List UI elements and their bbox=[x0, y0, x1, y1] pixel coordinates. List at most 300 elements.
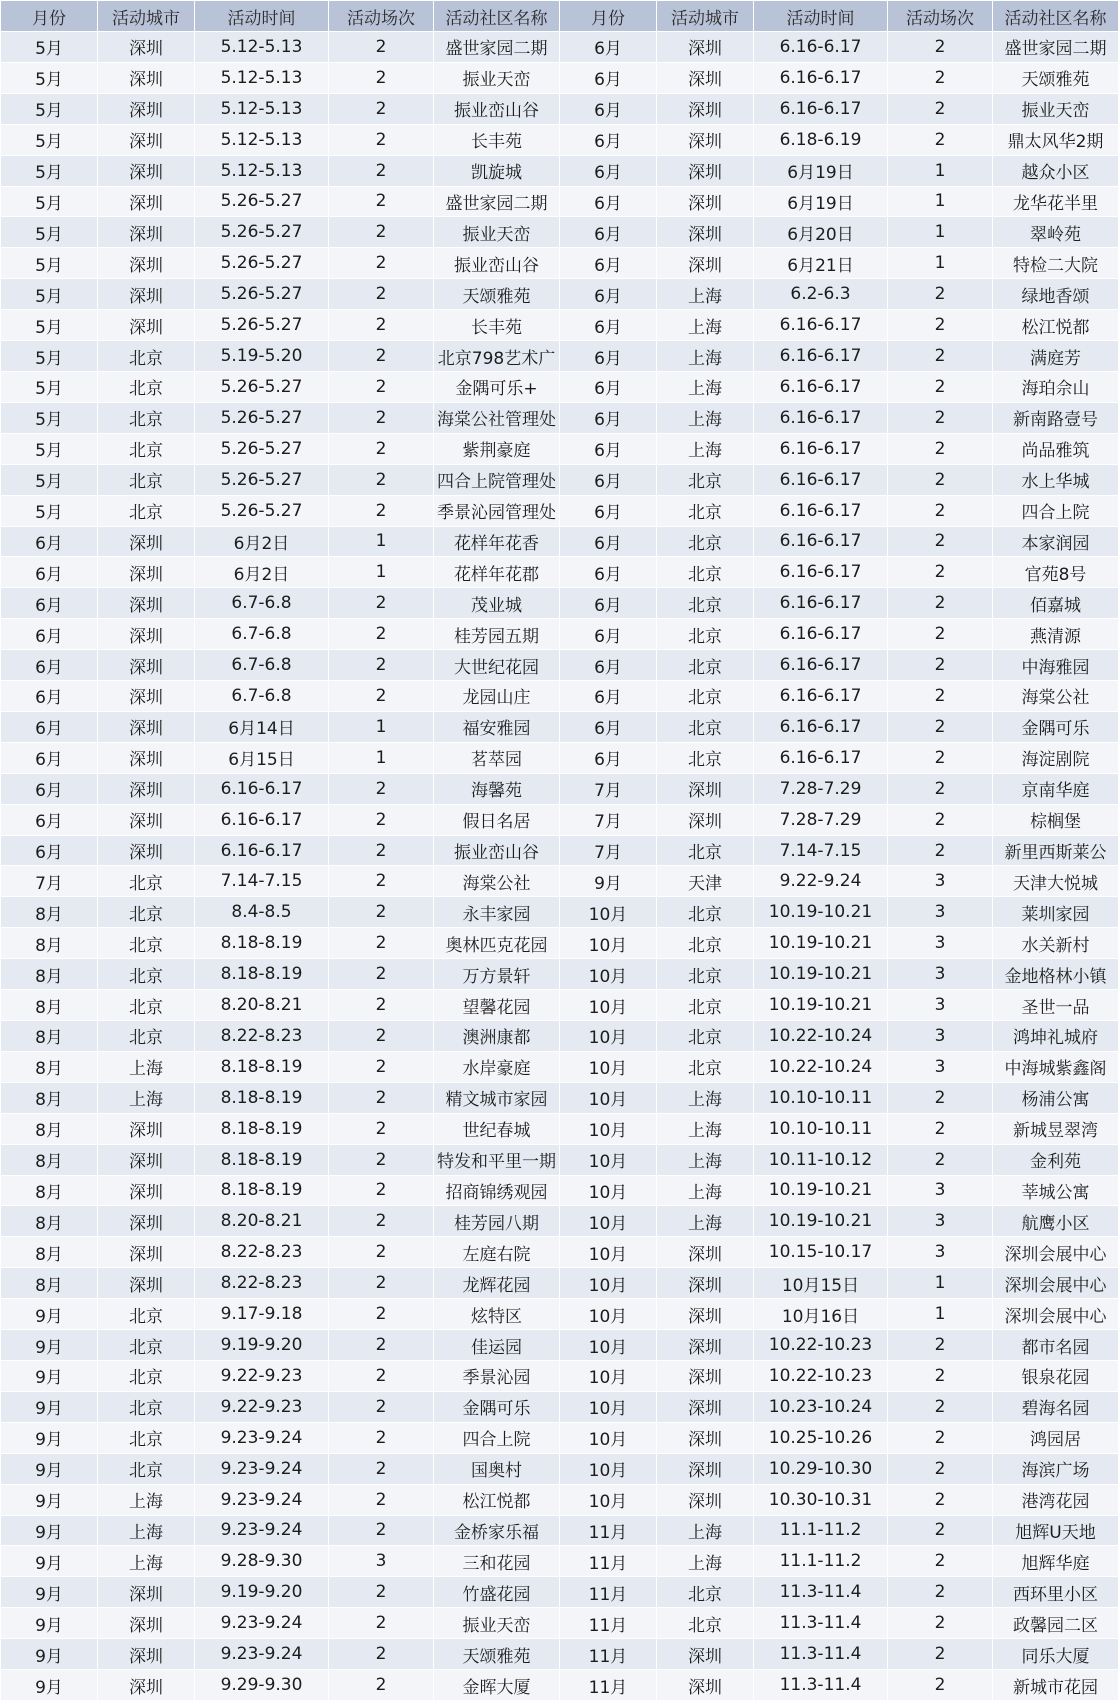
cell-community: 福安雅园 bbox=[434, 711, 560, 742]
cell-city-2: 北京 bbox=[657, 526, 754, 557]
cell-sessions-2: 1 bbox=[888, 186, 993, 217]
cell-month-2: 7月 bbox=[560, 773, 657, 804]
cell-time-2: 10.10-10.11 bbox=[754, 1113, 888, 1144]
cell-sessions: 2 bbox=[329, 1082, 434, 1113]
cell-sessions-2: 2 bbox=[888, 650, 993, 681]
cell-month: 5月 bbox=[1, 433, 98, 464]
cell-sessions-2: 2 bbox=[888, 341, 993, 372]
cell-city: 深圳 bbox=[98, 155, 195, 186]
table-row bbox=[1, 804, 1119, 835]
cell-time: 9.22-9.23 bbox=[195, 1391, 329, 1422]
table-row bbox=[1, 1515, 1119, 1546]
cell-sessions: 2 bbox=[329, 866, 434, 897]
cell-community: 国奥村 bbox=[434, 1453, 560, 1484]
cell-time-2: 10.22-10.23 bbox=[754, 1330, 888, 1361]
cell-city-2: 上海 bbox=[657, 402, 754, 433]
cell-month: 9月 bbox=[1, 1484, 98, 1515]
cell-city-2: 上海 bbox=[657, 310, 754, 341]
cell-time-2: 10.19-10.21 bbox=[754, 990, 888, 1021]
cell-community: 大世纪花园 bbox=[434, 650, 560, 681]
cell-time: 5.12-5.13 bbox=[195, 93, 329, 124]
cell-sessions-2: 2 bbox=[888, 32, 993, 63]
cell-community-2: 水上华城 bbox=[993, 464, 1119, 495]
cell-city: 北京 bbox=[98, 371, 195, 402]
cell-time: 5.12-5.13 bbox=[195, 32, 329, 63]
cell-city: 北京 bbox=[98, 1021, 195, 1052]
cell-community-2: 莘城公寓 bbox=[993, 1175, 1119, 1206]
cell-time-2: 7.28-7.29 bbox=[754, 773, 888, 804]
cell-time: 5.12-5.13 bbox=[195, 124, 329, 155]
cell-month-2: 6月 bbox=[560, 557, 657, 588]
cell-community: 花样年花香 bbox=[434, 526, 560, 557]
cell-community: 金隅可乐+ bbox=[434, 371, 560, 402]
cell-month-2: 11月 bbox=[560, 1577, 657, 1608]
cell-sessions: 2 bbox=[329, 959, 434, 990]
cell-month: 8月 bbox=[1, 990, 98, 1021]
cell-sessions-2: 2 bbox=[888, 773, 993, 804]
cell-sessions-2: 2 bbox=[888, 619, 993, 650]
cell-city-2: 深圳 bbox=[657, 124, 754, 155]
cell-city-2: 深圳 bbox=[657, 1422, 754, 1453]
cell-community: 金桥家乐福 bbox=[434, 1515, 560, 1546]
cell-city: 北京 bbox=[98, 959, 195, 990]
cell-month-2: 6月 bbox=[560, 742, 657, 773]
table-row bbox=[1, 371, 1119, 402]
cell-month: 9月 bbox=[1, 1515, 98, 1546]
cell-sessions: 2 bbox=[329, 1608, 434, 1639]
cell-community-2: 新南路壹号 bbox=[993, 402, 1119, 433]
cell-time: 5.26-5.27 bbox=[195, 248, 329, 279]
cell-community-2: 京南华庭 bbox=[993, 773, 1119, 804]
cell-month-2: 10月 bbox=[560, 1484, 657, 1515]
cell-time-2: 10.22-10.23 bbox=[754, 1360, 888, 1391]
cell-month-2: 6月 bbox=[560, 681, 657, 712]
cell-month: 6月 bbox=[1, 650, 98, 681]
cell-sessions: 2 bbox=[329, 310, 434, 341]
cell-time-2: 6月19日 bbox=[754, 155, 888, 186]
table-row bbox=[1, 1299, 1119, 1330]
cell-month: 8月 bbox=[1, 1021, 98, 1052]
header-city: 活动城市 bbox=[98, 1, 195, 32]
cell-community: 澳洲康都 bbox=[434, 1021, 560, 1052]
table-row bbox=[1, 1546, 1119, 1577]
cell-city: 深圳 bbox=[98, 310, 195, 341]
header-month: 月份 bbox=[1, 1, 98, 32]
cell-time: 8.22-8.23 bbox=[195, 1268, 329, 1299]
cell-sessions-2: 3 bbox=[888, 897, 993, 928]
cell-city-2: 深圳 bbox=[657, 1670, 754, 1701]
header-community: 活动社区名称 bbox=[434, 1, 560, 32]
cell-time-2: 11.3-11.4 bbox=[754, 1670, 888, 1701]
cell-community-2: 鼎太风华2期 bbox=[993, 124, 1119, 155]
header-row bbox=[1, 1, 1119, 32]
cell-time: 6.16-6.17 bbox=[195, 835, 329, 866]
cell-time: 6.7-6.8 bbox=[195, 650, 329, 681]
cell-city-2: 深圳 bbox=[657, 1299, 754, 1330]
cell-time: 5.26-5.27 bbox=[195, 217, 329, 248]
table-row bbox=[1, 32, 1119, 63]
cell-city-2: 深圳 bbox=[657, 1268, 754, 1299]
table-row bbox=[1, 1021, 1119, 1052]
cell-city-2: 北京 bbox=[657, 1021, 754, 1052]
cell-month-2: 10月 bbox=[560, 1422, 657, 1453]
cell-time-2: 10.19-10.21 bbox=[754, 897, 888, 928]
cell-city: 上海 bbox=[98, 1051, 195, 1082]
table-row bbox=[1, 1237, 1119, 1268]
cell-sessions: 2 bbox=[329, 279, 434, 310]
header-city-2: 活动城市 bbox=[657, 1, 754, 32]
cell-city-2: 北京 bbox=[657, 650, 754, 681]
cell-sessions: 2 bbox=[329, 402, 434, 433]
cell-city-2: 北京 bbox=[657, 495, 754, 526]
cell-time: 6.7-6.8 bbox=[195, 619, 329, 650]
cell-sessions-2: 2 bbox=[888, 62, 993, 93]
cell-sessions-2: 2 bbox=[888, 1515, 993, 1546]
cell-month: 5月 bbox=[1, 186, 98, 217]
cell-community: 振业峦山谷 bbox=[434, 248, 560, 279]
cell-sessions: 2 bbox=[329, 495, 434, 526]
cell-city: 深圳 bbox=[98, 1113, 195, 1144]
cell-city-2: 深圳 bbox=[657, 1360, 754, 1391]
cell-month-2: 10月 bbox=[560, 1391, 657, 1422]
cell-time: 5.26-5.27 bbox=[195, 433, 329, 464]
cell-community: 佳运园 bbox=[434, 1330, 560, 1361]
cell-community: 振业峦山谷 bbox=[434, 93, 560, 124]
cell-month-2: 6月 bbox=[560, 619, 657, 650]
cell-community: 金晖大厦 bbox=[434, 1670, 560, 1701]
cell-city: 上海 bbox=[98, 1546, 195, 1577]
cell-month: 9月 bbox=[1, 1453, 98, 1484]
cell-month-2: 11月 bbox=[560, 1608, 657, 1639]
table-row bbox=[1, 650, 1119, 681]
cell-city-2: 上海 bbox=[657, 1144, 754, 1175]
cell-month: 6月 bbox=[1, 835, 98, 866]
cell-month-2: 6月 bbox=[560, 650, 657, 681]
table-row bbox=[1, 557, 1119, 588]
cell-time-2: 10.22-10.24 bbox=[754, 1051, 888, 1082]
cell-city-2: 天津 bbox=[657, 866, 754, 897]
cell-sessions-2: 2 bbox=[888, 681, 993, 712]
cell-sessions-2: 1 bbox=[888, 1299, 993, 1330]
cell-time: 8.18-8.19 bbox=[195, 1144, 329, 1175]
cell-sessions: 2 bbox=[329, 1237, 434, 1268]
cell-sessions: 2 bbox=[329, 32, 434, 63]
cell-city-2: 深圳 bbox=[657, 186, 754, 217]
cell-sessions-2: 2 bbox=[888, 464, 993, 495]
cell-community-2: 佰嘉城 bbox=[993, 588, 1119, 619]
cell-month-2: 10月 bbox=[560, 1330, 657, 1361]
cell-city: 深圳 bbox=[98, 186, 195, 217]
cell-month-2: 10月 bbox=[560, 1237, 657, 1268]
cell-community: 特发和平里一期 bbox=[434, 1144, 560, 1175]
cell-time: 9.23-9.24 bbox=[195, 1484, 329, 1515]
cell-sessions-2: 3 bbox=[888, 1175, 993, 1206]
cell-city: 深圳 bbox=[98, 279, 195, 310]
cell-time: 5.26-5.27 bbox=[195, 495, 329, 526]
cell-time-2: 6.18-6.19 bbox=[754, 124, 888, 155]
cell-time-2: 10.23-10.24 bbox=[754, 1391, 888, 1422]
cell-time: 9.23-9.24 bbox=[195, 1639, 329, 1670]
cell-sessions-2: 2 bbox=[888, 310, 993, 341]
cell-time-2: 6.16-6.17 bbox=[754, 742, 888, 773]
table-row bbox=[1, 186, 1119, 217]
cell-community-2: 金地格林小镇 bbox=[993, 959, 1119, 990]
cell-community: 盛世家园二期 bbox=[434, 32, 560, 63]
table-row bbox=[1, 928, 1119, 959]
cell-time-2: 6.16-6.17 bbox=[754, 93, 888, 124]
cell-month: 9月 bbox=[1, 1422, 98, 1453]
cell-community-2: 杨浦公寓 bbox=[993, 1082, 1119, 1113]
cell-time: 9.29-9.30 bbox=[195, 1670, 329, 1701]
cell-month: 5月 bbox=[1, 62, 98, 93]
cell-time: 8.22-8.23 bbox=[195, 1237, 329, 1268]
cell-city-2: 深圳 bbox=[657, 804, 754, 835]
cell-month: 6月 bbox=[1, 804, 98, 835]
cell-community-2: 深圳会展中心 bbox=[993, 1299, 1119, 1330]
cell-time: 9.23-9.24 bbox=[195, 1608, 329, 1639]
cell-month-2: 10月 bbox=[560, 1299, 657, 1330]
cell-sessions: 2 bbox=[329, 1113, 434, 1144]
cell-community: 振业天峦 bbox=[434, 1608, 560, 1639]
cell-sessions-2: 2 bbox=[888, 1639, 993, 1670]
table-row bbox=[1, 217, 1119, 248]
cell-city: 北京 bbox=[98, 1453, 195, 1484]
cell-sessions: 2 bbox=[329, 1422, 434, 1453]
cell-month: 6月 bbox=[1, 681, 98, 712]
cell-month-2: 6月 bbox=[560, 526, 657, 557]
cell-sessions: 2 bbox=[329, 1268, 434, 1299]
cell-month: 9月 bbox=[1, 1299, 98, 1330]
cell-community: 花样年花郡 bbox=[434, 557, 560, 588]
cell-sessions: 2 bbox=[329, 433, 434, 464]
cell-sessions-2: 3 bbox=[888, 1237, 993, 1268]
cell-city: 北京 bbox=[98, 1360, 195, 1391]
cell-city: 深圳 bbox=[98, 773, 195, 804]
cell-time-2: 6.16-6.17 bbox=[754, 402, 888, 433]
cell-community: 桂芳园五期 bbox=[434, 619, 560, 650]
cell-month-2: 6月 bbox=[560, 217, 657, 248]
cell-time: 5.26-5.27 bbox=[195, 279, 329, 310]
table-row bbox=[1, 1422, 1119, 1453]
cell-community-2: 水关新村 bbox=[993, 928, 1119, 959]
cell-month: 5月 bbox=[1, 124, 98, 155]
cell-community: 天颂雅苑 bbox=[434, 279, 560, 310]
cell-community: 振业峦山谷 bbox=[434, 835, 560, 866]
cell-community-2: 深圳会展中心 bbox=[993, 1268, 1119, 1299]
cell-month-2: 6月 bbox=[560, 155, 657, 186]
cell-community-2: 盛世家园二期 bbox=[993, 32, 1119, 63]
cell-sessions: 2 bbox=[329, 1360, 434, 1391]
cell-city-2: 深圳 bbox=[657, 62, 754, 93]
cell-sessions: 1 bbox=[329, 742, 434, 773]
cell-month-2: 7月 bbox=[560, 835, 657, 866]
cell-city-2: 深圳 bbox=[657, 248, 754, 279]
cell-time-2: 7.28-7.29 bbox=[754, 804, 888, 835]
cell-community: 海棠公社 bbox=[434, 866, 560, 897]
table-row bbox=[1, 1268, 1119, 1299]
cell-community: 北京798艺术广 bbox=[434, 341, 560, 372]
cell-community-2: 中海城紫鑫阁 bbox=[993, 1051, 1119, 1082]
cell-time: 9.19-9.20 bbox=[195, 1577, 329, 1608]
cell-sessions: 2 bbox=[329, 681, 434, 712]
cell-month: 6月 bbox=[1, 526, 98, 557]
cell-sessions-2: 2 bbox=[888, 742, 993, 773]
cell-sessions-2: 2 bbox=[888, 495, 993, 526]
cell-month-2: 6月 bbox=[560, 402, 657, 433]
cell-city: 深圳 bbox=[98, 619, 195, 650]
cell-month: 5月 bbox=[1, 495, 98, 526]
cell-time-2: 6月21日 bbox=[754, 248, 888, 279]
cell-sessions: 2 bbox=[329, 1330, 434, 1361]
cell-community: 假日名居 bbox=[434, 804, 560, 835]
cell-time: 5.26-5.27 bbox=[195, 402, 329, 433]
cell-sessions-2: 2 bbox=[888, 93, 993, 124]
cell-sessions-2: 2 bbox=[888, 1422, 993, 1453]
cell-month-2: 9月 bbox=[560, 866, 657, 897]
cell-month: 8月 bbox=[1, 1113, 98, 1144]
cell-month-2: 10月 bbox=[560, 990, 657, 1021]
cell-city: 深圳 bbox=[98, 1237, 195, 1268]
cell-community: 海棠公社管理处 bbox=[434, 402, 560, 433]
cell-city: 北京 bbox=[98, 990, 195, 1021]
cell-month-2: 6月 bbox=[560, 186, 657, 217]
cell-sessions-2: 2 bbox=[888, 1484, 993, 1515]
cell-sessions-2: 3 bbox=[888, 990, 993, 1021]
cell-city: 北京 bbox=[98, 402, 195, 433]
cell-community-2: 鸿园居 bbox=[993, 1422, 1119, 1453]
cell-city-2: 深圳 bbox=[657, 773, 754, 804]
cell-city-2: 北京 bbox=[657, 990, 754, 1021]
cell-city-2: 上海 bbox=[657, 341, 754, 372]
cell-time-2: 6.16-6.17 bbox=[754, 32, 888, 63]
table-row bbox=[1, 526, 1119, 557]
cell-city-2: 北京 bbox=[657, 1608, 754, 1639]
cell-city: 北京 bbox=[98, 1299, 195, 1330]
header-time: 活动时间 bbox=[195, 1, 329, 32]
cell-community-2: 都市名园 bbox=[993, 1330, 1119, 1361]
cell-community-2: 本家润园 bbox=[993, 526, 1119, 557]
cell-time-2: 6.16-6.17 bbox=[754, 681, 888, 712]
cell-month-2: 11月 bbox=[560, 1515, 657, 1546]
cell-community-2: 尚品雅筑 bbox=[993, 433, 1119, 464]
cell-community: 奥林匹克花园 bbox=[434, 928, 560, 959]
cell-city-2: 北京 bbox=[657, 557, 754, 588]
cell-city-2: 上海 bbox=[657, 1175, 754, 1206]
cell-sessions: 1 bbox=[329, 711, 434, 742]
cell-city: 深圳 bbox=[98, 1144, 195, 1175]
cell-time: 8.18-8.19 bbox=[195, 1113, 329, 1144]
cell-time-2: 6.16-6.17 bbox=[754, 526, 888, 557]
cell-city-2: 上海 bbox=[657, 1206, 754, 1237]
table-row bbox=[1, 959, 1119, 990]
cell-sessions-2: 2 bbox=[888, 1453, 993, 1484]
cell-city-2: 上海 bbox=[657, 1515, 754, 1546]
cell-community-2: 棕榈堡 bbox=[993, 804, 1119, 835]
cell-month: 9月 bbox=[1, 1330, 98, 1361]
cell-community-2: 旭辉U天地 bbox=[993, 1515, 1119, 1546]
cell-sessions-2: 2 bbox=[888, 1577, 993, 1608]
cell-time-2: 10.19-10.21 bbox=[754, 1206, 888, 1237]
cell-city-2: 上海 bbox=[657, 1546, 754, 1577]
cell-city-2: 北京 bbox=[657, 959, 754, 990]
cell-month: 8月 bbox=[1, 928, 98, 959]
cell-sessions: 2 bbox=[329, 1299, 434, 1330]
cell-time-2: 10.30-10.31 bbox=[754, 1484, 888, 1515]
cell-sessions: 2 bbox=[329, 773, 434, 804]
cell-city: 深圳 bbox=[98, 681, 195, 712]
cell-month: 8月 bbox=[1, 1051, 98, 1082]
cell-community: 凯旋城 bbox=[434, 155, 560, 186]
cell-time-2: 6.16-6.17 bbox=[754, 588, 888, 619]
table-row bbox=[1, 681, 1119, 712]
cell-community: 永丰家园 bbox=[434, 897, 560, 928]
cell-month-2: 6月 bbox=[560, 371, 657, 402]
cell-city-2: 深圳 bbox=[657, 1237, 754, 1268]
cell-time-2: 11.3-11.4 bbox=[754, 1639, 888, 1670]
cell-month: 5月 bbox=[1, 310, 98, 341]
cell-city-2: 北京 bbox=[657, 928, 754, 959]
cell-city: 深圳 bbox=[98, 742, 195, 773]
cell-time-2: 10.25-10.26 bbox=[754, 1422, 888, 1453]
header-sessions: 活动场次 bbox=[329, 1, 434, 32]
cell-month: 5月 bbox=[1, 464, 98, 495]
cell-city: 深圳 bbox=[98, 124, 195, 155]
cell-time-2: 11.3-11.4 bbox=[754, 1608, 888, 1639]
cell-time: 8.18-8.19 bbox=[195, 928, 329, 959]
cell-month: 9月 bbox=[1, 1670, 98, 1701]
cell-community-2: 金隅可乐 bbox=[993, 711, 1119, 742]
table-row bbox=[1, 1608, 1119, 1639]
table-row bbox=[1, 1206, 1119, 1237]
cell-city-2: 北京 bbox=[657, 1577, 754, 1608]
cell-sessions: 2 bbox=[329, 650, 434, 681]
cell-month-2: 10月 bbox=[560, 1113, 657, 1144]
table-row bbox=[1, 1144, 1119, 1175]
cell-time: 8.18-8.19 bbox=[195, 959, 329, 990]
cell-sessions: 2 bbox=[329, 1484, 434, 1515]
cell-sessions-2: 3 bbox=[888, 1021, 993, 1052]
cell-month-2: 11月 bbox=[560, 1639, 657, 1670]
cell-sessions: 2 bbox=[329, 1175, 434, 1206]
cell-sessions-2: 2 bbox=[888, 1113, 993, 1144]
cell-community-2: 金利苑 bbox=[993, 1144, 1119, 1175]
cell-community-2: 振业天峦 bbox=[993, 93, 1119, 124]
cell-time: 5.26-5.27 bbox=[195, 371, 329, 402]
cell-time: 9.22-9.23 bbox=[195, 1360, 329, 1391]
cell-community-2: 翠岭苑 bbox=[993, 217, 1119, 248]
cell-city-2: 深圳 bbox=[657, 217, 754, 248]
cell-time: 9.17-9.18 bbox=[195, 1299, 329, 1330]
cell-community: 振业天峦 bbox=[434, 62, 560, 93]
cell-community-2: 海滨广场 bbox=[993, 1453, 1119, 1484]
cell-sessions: 2 bbox=[329, 341, 434, 372]
cell-month-2: 6月 bbox=[560, 341, 657, 372]
cell-time-2: 11.1-11.2 bbox=[754, 1515, 888, 1546]
cell-month: 6月 bbox=[1, 711, 98, 742]
cell-sessions: 2 bbox=[329, 804, 434, 835]
cell-sessions-2: 3 bbox=[888, 1051, 993, 1082]
cell-community-2: 新城昱翠湾 bbox=[993, 1113, 1119, 1144]
header-community-2: 活动社区名称 bbox=[993, 1, 1119, 32]
cell-time-2: 11.3-11.4 bbox=[754, 1577, 888, 1608]
cell-month-2: 10月 bbox=[560, 1268, 657, 1299]
cell-city: 上海 bbox=[98, 1515, 195, 1546]
cell-community: 长丰苑 bbox=[434, 310, 560, 341]
cell-community-2: 特检二大院 bbox=[993, 248, 1119, 279]
cell-month: 5月 bbox=[1, 248, 98, 279]
cell-community: 桂芳园八期 bbox=[434, 1206, 560, 1237]
cell-sessions-2: 2 bbox=[888, 1670, 993, 1701]
